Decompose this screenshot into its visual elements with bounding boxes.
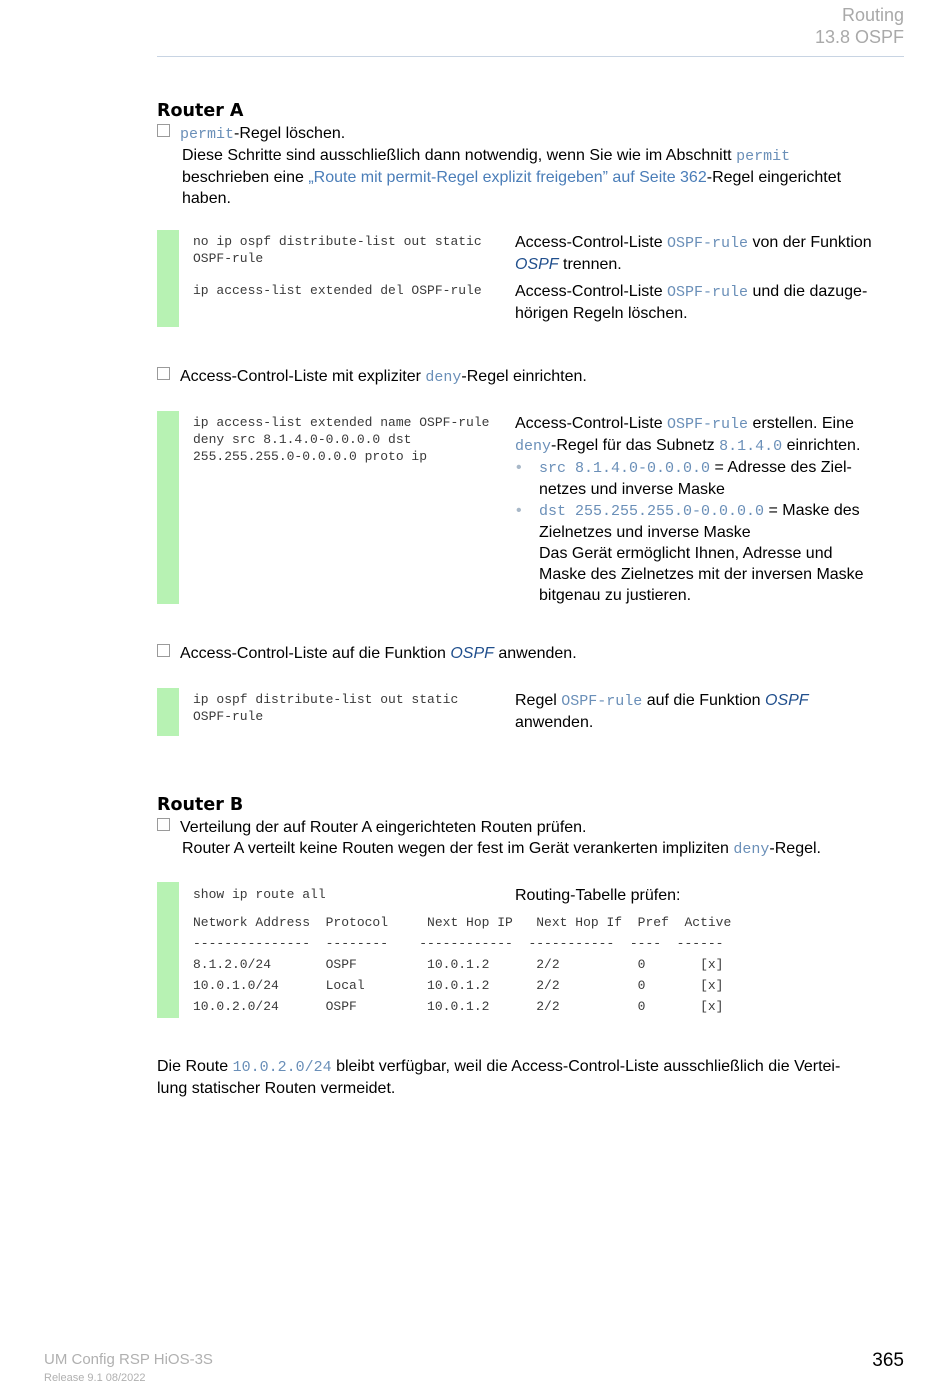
cross-reference-link[interactable]: „Route mit permit-Regel explizit freigeben” auf Seite 362 <box>308 169 707 186</box>
step-text: Access-Control-Liste auf die Funktion <box>180 645 451 662</box>
desc-text: Access-Control-Liste <box>515 234 668 251</box>
function-ospf: OSPF <box>515 256 559 273</box>
bullet-item <box>515 500 910 606</box>
step-text: beschrieben eine <box>182 169 309 186</box>
checkbox-icon <box>157 644 170 657</box>
footer-release: Release 9.1 08/2022 <box>44 1372 146 1384</box>
code-deny: deny <box>515 438 552 455</box>
step-text: -Regel einrichten. <box>461 368 587 385</box>
desc-text: Access-Control-Liste <box>515 283 668 300</box>
command-block-4 <box>157 882 902 1018</box>
checkbox-icon <box>157 818 170 831</box>
desc-text: einrichten. <box>782 437 861 454</box>
desc-text: Regel <box>515 692 562 709</box>
command-block-3 <box>157 688 902 736</box>
step-text: haben. <box>182 190 231 207</box>
code-dst: dst 255.255.255.0-0.0.0.0 <box>539 503 765 520</box>
footer-document-name: UM Config RSP HiOS-3S <box>44 1351 213 1368</box>
command-description <box>515 413 910 606</box>
bullet-icon: • <box>516 502 522 519</box>
command-text: no ip ospf distribute-list out static OSPF-rule <box>193 234 482 266</box>
code-src: src 8.1.4.0-0.0.0.0 <box>539 460 711 477</box>
command-description <box>515 690 910 733</box>
function-ospf: OSPF <box>450 645 494 662</box>
step-text: Router A verteilt keine Routen wegen der fest im Gerät verankerten impliziten <box>182 840 734 857</box>
command-block-1 <box>157 230 902 327</box>
code-ospf-rule: OSPF-rule <box>667 416 749 433</box>
desc-text: netzes und inverse Maske <box>539 481 725 498</box>
step-text: -Regel eingerichtet <box>706 169 842 186</box>
header-divider <box>157 56 904 57</box>
step-create-deny-rule <box>157 366 587 388</box>
code-ospf-rule: OSPF-rule <box>667 284 749 301</box>
command-bar <box>157 230 179 327</box>
step-text: -Regel löschen. <box>234 125 346 142</box>
code-permit: permit <box>180 126 235 143</box>
code-deny: deny <box>425 369 462 386</box>
routing-table: Network Address Protocol Next Hop IP Next Hop If Pref Active --------------- -------- ------------ ----------- ---- ------ 8.1.2.0/24 OSPF 10.0.1.2 2/2 0 [x] 10.0.1.0/24 Local 10.0.1.2 2/2 0 [x] 10.0.2.0/24 OSPF 10.0.1.2 2/2 0 [x] <box>193 915 732 1014</box>
step-text: Diese Schritte sind ausschließlich dann notwendig, wenn Sie wie im Abschnitt <box>182 147 737 164</box>
desc-text: und die dazuge- <box>748 283 868 300</box>
command-description <box>515 232 910 275</box>
command-bar <box>157 882 179 1018</box>
bullet-item <box>515 457 910 500</box>
command-text: ip access-list extended name OSPF-rule deny src 8.1.4.0-0.0.0.0 dst 255.255.255.0-0.0.0.0 proto ip <box>193 415 490 464</box>
command-description: Routing-Tabelle prüfen: <box>515 887 681 904</box>
command-bar <box>157 411 179 604</box>
desc-text: = Maske des <box>764 502 860 519</box>
code-subnet: 8.1.4.0 <box>719 438 783 455</box>
desc-text: = Adresse des Ziel- <box>710 459 852 476</box>
para-text: lung statischer Routen vermeidet. <box>157 1080 396 1097</box>
desc-text: Zielnetzes und inverse Maske <box>539 524 751 541</box>
step-text: Access-Control-Liste mit expliziter <box>180 368 426 385</box>
step-delete-permit-rule <box>157 123 902 209</box>
code-ospf-rule: OSPF-rule <box>667 235 749 252</box>
desc-text: erstellen. Eine <box>748 415 854 432</box>
page-header <box>815 4 904 48</box>
desc-text: hörigen Regeln löschen. <box>515 305 688 322</box>
desc-text: trennen. <box>558 256 622 273</box>
function-ospf: OSPF <box>765 692 809 709</box>
step-text: Verteilung der auf Router A eingerichteten Routen prüfen. <box>180 819 587 836</box>
step-check-routes <box>157 817 902 860</box>
desc-text: von der Funktion <box>748 234 872 251</box>
desc-text: auf die Funktion <box>642 692 766 709</box>
step-text: anwenden. <box>493 645 577 662</box>
header-section: 13.8 OSPF <box>814 27 904 47</box>
page-number: 365 <box>872 1350 904 1371</box>
desc-text: Maske des Zielnetzes mit der inversen Maske <box>539 566 864 583</box>
code-deny: deny <box>733 841 770 858</box>
command-text: ip access-list extended del OSPF-rule <box>193 283 482 298</box>
command-text: show ip route all <box>193 887 326 902</box>
desc-text: anwenden. <box>515 714 594 731</box>
command-text: ip ospf distribute-list out static OSPF-rule <box>193 692 459 724</box>
desc-text: -Regel für das Subnetz <box>551 437 720 454</box>
code-ospf-rule: OSPF-rule <box>561 693 643 710</box>
desc-text: bitgenau zu justieren. <box>539 587 692 604</box>
para-text: Die Route <box>157 1058 233 1075</box>
router-b-title: Router B <box>157 795 244 815</box>
code-route: 10.0.2.0/24 <box>232 1059 332 1076</box>
header-chapter: Routing <box>841 5 904 25</box>
command-description <box>515 281 910 324</box>
step-apply-acl <box>157 643 577 664</box>
command-bar <box>157 688 179 736</box>
checkbox-icon <box>157 124 170 137</box>
desc-text: Das Gerät ermöglicht Ihnen, Adresse und <box>539 545 833 562</box>
command-block-2 <box>157 411 902 604</box>
bullet-icon: • <box>516 459 522 476</box>
para-text: bleibt verfügbar, weil die Access-Control-Liste ausschließlich die Vertei- <box>331 1058 841 1075</box>
router-a-title: Router A <box>157 101 244 121</box>
code-permit: permit <box>736 148 791 165</box>
desc-text: Access-Control-Liste <box>515 415 668 432</box>
final-paragraph <box>157 1056 902 1099</box>
step-text: -Regel. <box>769 840 821 857</box>
checkbox-icon <box>157 367 170 380</box>
